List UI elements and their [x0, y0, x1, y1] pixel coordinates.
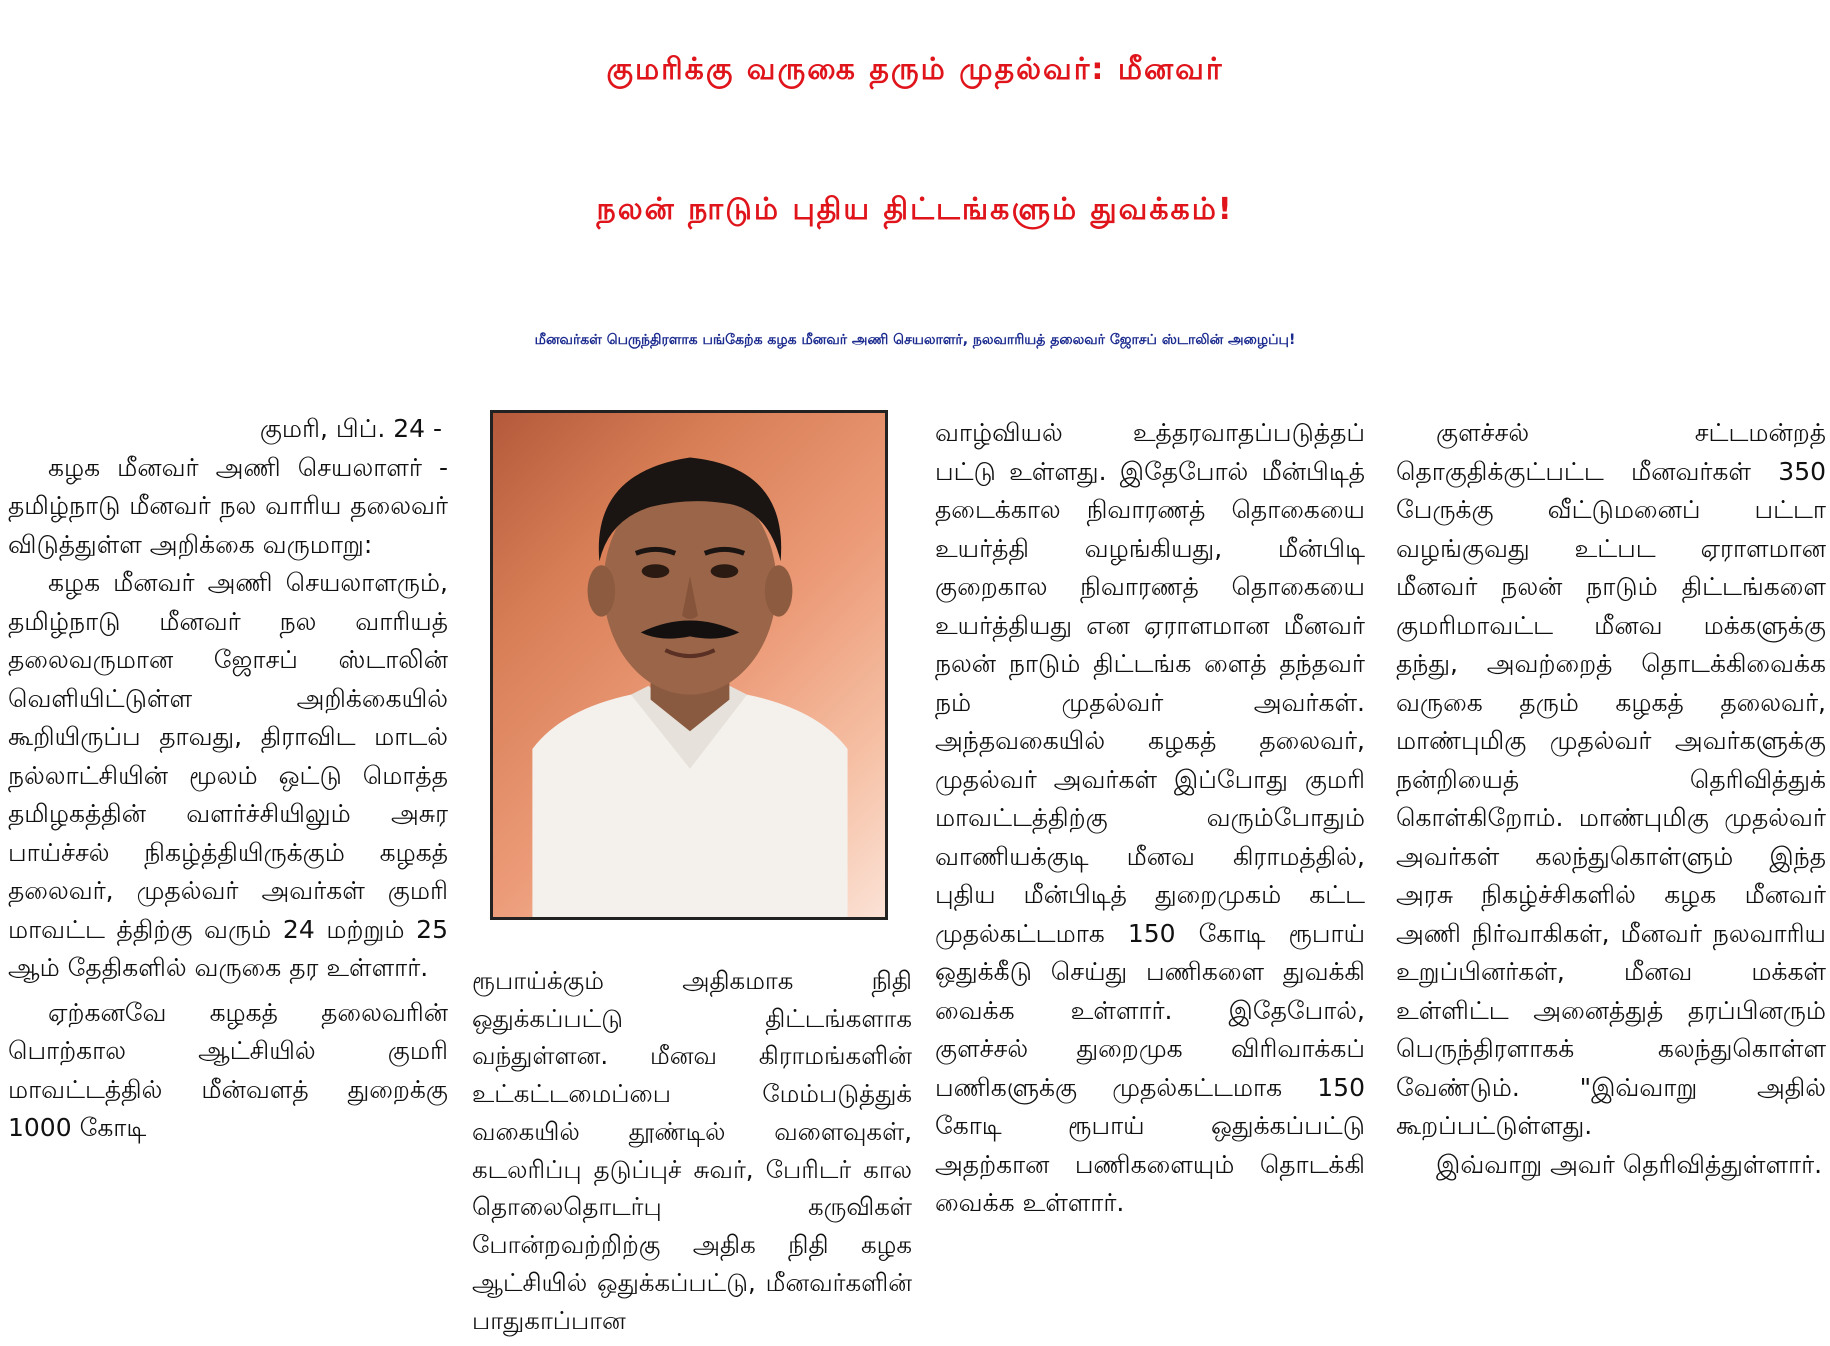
subheadline: மீனவர்கள் பெருந்திரளாக பங்கேற்க கழக மீனவர் அணி செயலாளர், நலவாரியத் தலைவர் ஜோசப் ஸ்டாலின் அழைப்பு!	[534, 332, 1296, 348]
column-3	[935, 414, 1365, 1223]
paragraph-4: குளச்சல் சட்டமன்றத் தொகுதிக்குட்பட்ட மீனவர்கள் 350 பேருக்கு வீட்டுமனைப் பட்டா வழங்குவது உட்பட ஏராளமான மீனவர் நலன் நாடும் திட்டங்களை குமரிமாவட்ட மீனவ மக்களுக்கு தந்து, அவற்றைத் தொடக்கிவைக்க வருகை தரும் கழகத் தலைவர், மாண்புமிகு முதல்வர் அவர்களுக்கு நன்றியைத் தெரிவித்துக் கொள்கிறோம். மாண்புமிகு முதல்வர் அவர்கள் கலந்துகொள்ளும் இந்த அரசு நிகழ்ச்சிகளில் கழக மீனவர் அணி நிர்வாகிகள், மீனவர் நலவாரிய உறுப்பினர்கள், மீனவ மக்கள் உள்ளிட்ட அனைத்துத் தரப்பினரும் பெருந்திரளாகக் கலந்துகொள்ள வேண்டும். "இவ்வாறு அதில் கூறப்பட்டுள்ளது.	[1396, 418, 1826, 1140]
portrait-photo	[490, 410, 888, 920]
portrait-photo-icon	[493, 413, 885, 917]
headline-line-1: குமரிக்கு வருகை தரும் முதல்வர்: மீனவர்	[606, 52, 1224, 87]
dateline: குமரி, பிப். 24 -	[259, 414, 442, 443]
column-4	[1396, 414, 1826, 1184]
paragraph-5: இவ்வாறு அவர் தெரிவித்துள்ளார்.	[1436, 1149, 1823, 1179]
paragraph-3c: வாழ்வியல் உத்தரவாதப்படுத்தப் பட்டு உள்ளது. இதேபோல் மீன்பிடித் தடைக்கால நிவாரணத் தொகையை உயர்த்தி வழங்கியது, மீன்பிடி குறைகால நிவாரணத் தொகையை உயர்த்தியது என ஏராளமான மீனவர் நலன் நாடும் திட்டங்க ளைத் தந்தவர் நம் முதல்வர் அவர்கள். அந்தவகையில் கழகத் தலைவர், முதல்வர் அவர்கள் இப்போது குமரி மாவட்டத்திற்கு வரும்போதும் வாணியக்குடி மீனவ கிராமத்தில், புதிய மீன்பிடித் துறைமுகம் கட்ட முதல்கட்டமாக 150 கோடி ரூபாய் ஒதுக்கீடு செய்து பணிகளை துவக்கி வைக்க உள்ளார். இதேபோல், குளச்சல் துறைமுக விரிவாக்கப் பணிகளுக்கு முதல்கட்டமாக 150 கோடி ரூபாய் ஒதுக்கப்பட்டு அதற்கான பணிகளையும் தொடக்கி வைக்க உள்ளார்.	[935, 418, 1365, 1217]
paragraph-1: கழக மீனவர் அணி செயலாளர் - தமிழ்நாடு மீனவர் நல வாரிய தலைவர் விடுத்துள்ள அறிக்கை வருமாறு:	[8, 452, 448, 559]
headline-line-2: நலன் நாடும் புதிய திட்டங்களும் துவக்கம்!	[596, 192, 1234, 227]
column-1	[8, 410, 448, 1148]
paragraph-3b: ரூபாய்க்கும் அதிகமாக நிதி ஒதுக்கப்பட்டு திட்டங்களாக வந்துள்ளன. மீனவ கிராமங்களின் உட்கட்டமைப்பை மேம்படுத்துக் வகையில் தூண்டில் வளைவுகள், கடலரிப்பு தடுப்புச் சுவர், பேரிடர் கால தொலைதொடர்பு கருவிகள் போன்றவற்றிற்கு அதிக நிதி கழக ஆட்சியில் ஒதுக்கப்பட்டு, மீனவர்களின் பாதுகாப்பான	[472, 966, 912, 1335]
paragraph-2: கழக மீனவர் அணி செயலாளரும், தமிழ்நாடு மீனவர் நல வாரியத் தலைவருமான ஜோசப் ஸ்டாலின் வெளியிட்டுள்ள அறிக்கையில் கூறியிருப்ப தாவது, திராவிட மாடல் நல்லாட்சியின் மூலம் ஒட்டு மொத்த தமிழகத்தின் வளர்ச்சியிலும் அசுர பாய்ச்சல் நிகழ்த்தியிருக்கும் கழகத் தலைவர், முதல்வர் அவர்கள் குமரி மாவட்ட த்திற்கு வரும் 24 மற்றும் 25 ஆம் தேதிகளில் வருகை தர உள்ளார்.	[8, 568, 448, 982]
paragraph-3a: ஏற்கனவே கழகத் தலைவரின் பொற்கால ஆட்சியில் குமரி மாவட்டத்தில் மீன்வளத் துறைக்கு 1000 கோடி	[8, 997, 448, 1142]
column-2	[472, 962, 912, 1339]
